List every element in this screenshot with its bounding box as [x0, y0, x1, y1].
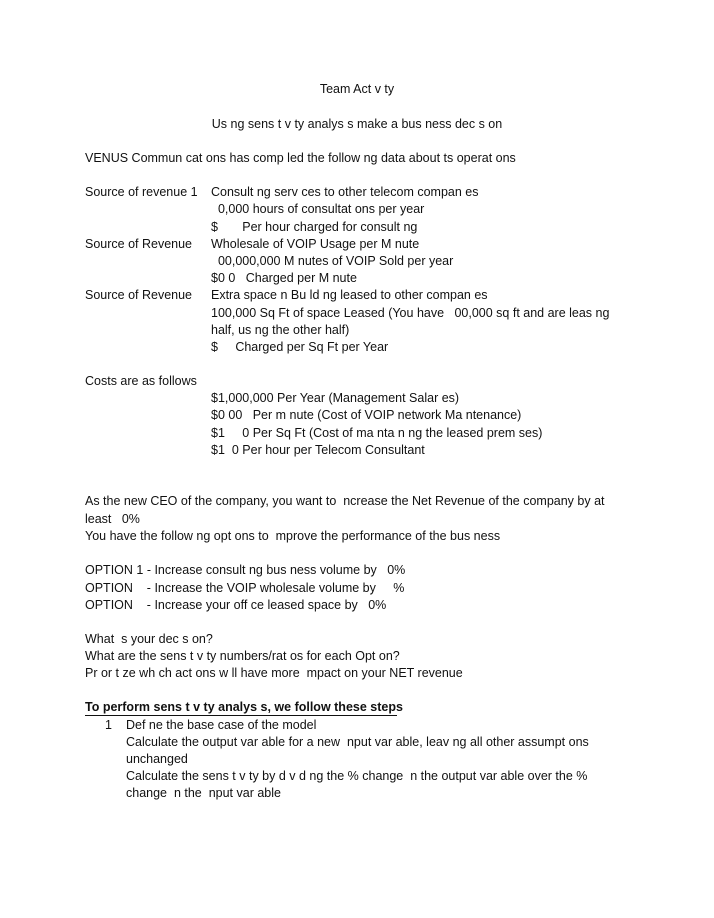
costs-label: Costs are as follows: [85, 374, 197, 388]
question-3: Pr or t ze wh ch act ons w ll have more mpact on your NET revenue: [85, 666, 463, 680]
revenue-2-label: Source of Revenue: [85, 237, 193, 251]
step-line-2: Calculate the output var able for a new nput var able, leav ng all other assumpt ons: [126, 735, 589, 749]
revenue-2-line-3: $0 0 Charged per M nute: [211, 271, 357, 285]
step-line-1: Def ne the base case of the model: [126, 718, 317, 732]
step-line-5: change n the nput var able: [126, 786, 281, 800]
ceo-line-1: As the new CEO of the company, you want to ncrease the Net Revenue of the company by at: [85, 494, 605, 508]
steps-heading: To perform sens t v ty analys s, we follow these steps: [85, 700, 403, 714]
step-line-4: Calculate the sens t v ty by d v d ng the % change n the output var able over the %: [126, 769, 588, 783]
steps-heading-underline: [85, 715, 397, 716]
question-2: What are the sens t v ty numbers/rat os for each Opt on?: [85, 649, 400, 663]
option-1: OPTION 1 - Increase consult ng bus ness volume by 0%: [85, 563, 406, 577]
step-number: 1: [105, 718, 112, 732]
cost-line-3: $1 0 Per Sq Ft (Cost of ma nta n ng the leased prem ses): [211, 426, 543, 440]
option-3: OPTION - Increase your off ce leased space by 0%: [85, 598, 387, 612]
revenue-3-line-1: Extra space n Bu ld ng leased to other compan es: [211, 288, 488, 302]
cost-line-4: $1 0 Per hour per Telecom Consultant: [211, 443, 425, 457]
ceo-line-3: You have the follow ng opt ons to mprove the performance of the bus ness: [85, 529, 501, 543]
step-line-3: unchanged: [126, 752, 188, 766]
intro-text: VENUS Commun cat ons has comp led the follow ng data about ts operat ons: [85, 151, 516, 165]
revenue-1-line-3: $ Per hour charged for consult ng: [211, 220, 418, 234]
revenue-1-line-2: 0,000 hours of consultat ons per year: [211, 202, 425, 216]
revenue-2-line-1: Wholesale of VOIP Usage per M nute: [211, 237, 420, 251]
revenue-2-line-2: 00,000,000 M nutes of VOIP Sold per year: [211, 254, 454, 268]
revenue-3-line-2: 100,000 Sq Ft of space Leased (You have 00,000 sq ft and are leas ng: [211, 306, 610, 320]
revenue-3-line-3: half, us ng the other half): [211, 323, 350, 337]
revenue-3-label: Source of Revenue: [85, 288, 193, 302]
revenue-1-label: Source of revenue 1: [85, 185, 198, 199]
revenue-1-line-1: Consult ng serv ces to other telecom compan es: [211, 185, 479, 199]
page-title: Team Act v ty: [319, 82, 395, 96]
question-1: What s your dec s on?: [85, 632, 213, 646]
ceo-line-2: least 0%: [85, 512, 140, 526]
option-2: OPTION - Increase the VOIP wholesale volume by %: [85, 581, 405, 595]
cost-line-2: $0 00 Per m nute (Cost of VOIP network Ma ntenance): [211, 408, 522, 422]
revenue-3-line-4: $ Charged per Sq Ft per Year: [211, 340, 389, 354]
page-subtitle: Us ng sens t v ty analys s make a bus ness dec s on: [211, 117, 503, 131]
cost-line-1: $1,000,000 Per Year (Management Salar es): [211, 391, 460, 405]
